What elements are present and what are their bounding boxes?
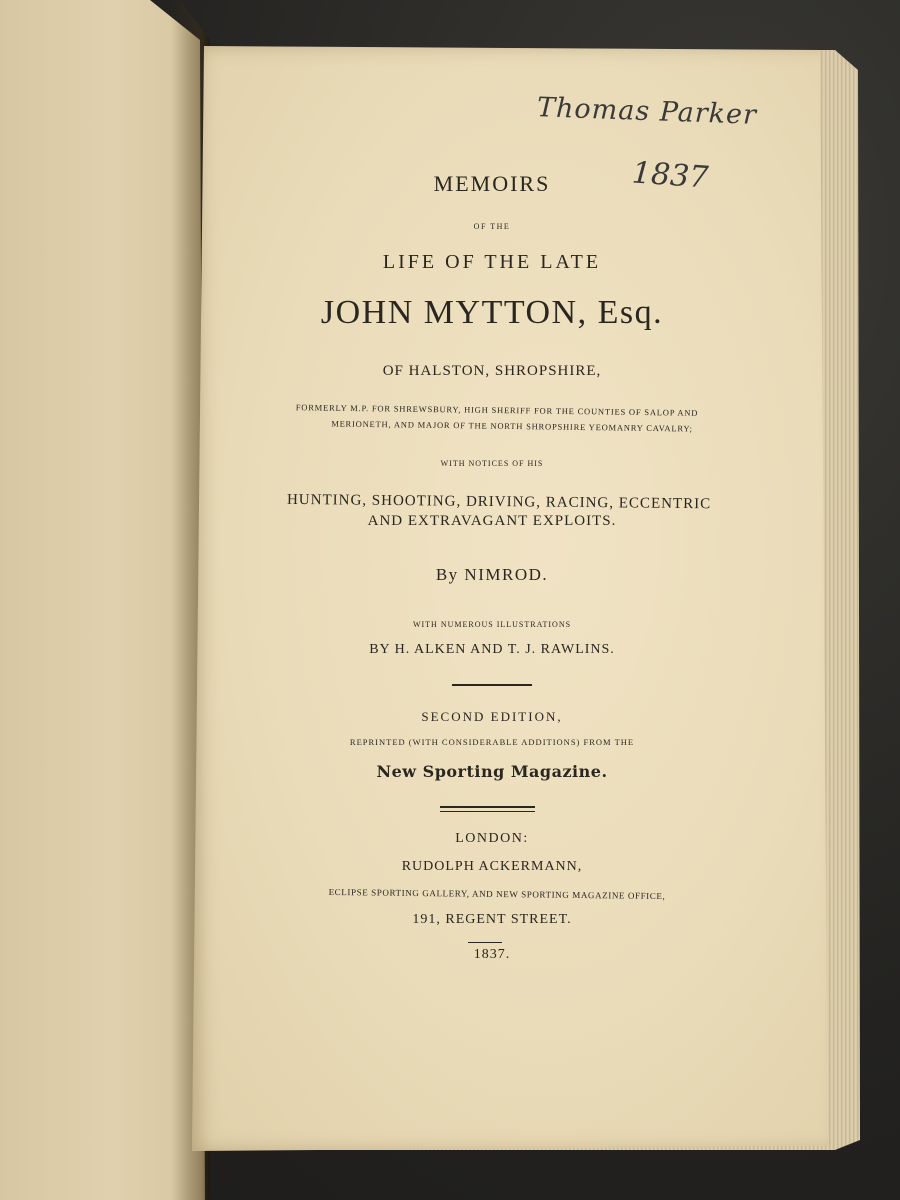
rule-divider-1: [452, 684, 532, 686]
exploits-line-2: AND EXTRAVAGANT EXPLOITS.: [367, 513, 617, 529]
rule-divider-3: [468, 942, 502, 943]
illustrations-note: WITH NUMEROUS ILLUSTRATIONS: [412, 620, 572, 629]
title-memoirs: MEMOIRS: [433, 171, 551, 196]
title-page-content: [192, 46, 832, 1151]
title-john-mytton: JOHN MYTTON, Esq.: [320, 294, 664, 331]
formerly-line-2: MERIONETH, AND MAJOR OF THE NORTH SHROPSHIRE YEOMANRY CAVALRY;: [331, 418, 693, 434]
signature-name: Thomas Parker: [536, 92, 758, 131]
address-line: 191, REGENT STREET.: [412, 912, 572, 927]
author-line: By NIMROD.: [435, 565, 549, 584]
rule-double-bottom: [440, 811, 535, 812]
edition-line: SECOND EDITION,: [421, 709, 563, 724]
of-halston-line: OF HALSTON, SHROPSHIRE,: [382, 363, 602, 379]
title-life-of-late: LIFE OF THE LATE: [382, 251, 602, 273]
of-the-line: OF THE: [473, 222, 511, 231]
year-line: 1837.: [473, 947, 511, 962]
signature-year: 1837: [630, 155, 710, 196]
illustrators-line: BY H. ALKEN AND T. J. RAWLINS.: [369, 642, 615, 657]
city-line: LONDON:: [455, 831, 529, 846]
formerly-line-1: FORMERLY M.P. FOR SHREWSBURY, HIGH SHERIFF FOR THE COUNTIES OF SALOP AND: [295, 402, 699, 418]
publisher-line: RUDOLPH ACKERMANN,: [401, 859, 583, 874]
magazine-name: New Sporting Magazine.: [376, 762, 608, 781]
exploits-line-1: HUNTING, SHOOTING, DRIVING, RACING, ECCENTRIC: [286, 491, 712, 513]
rule-double-top: [440, 806, 535, 808]
reprinted-line: REPRINTED (WITH CONSIDERABLE ADDITIONS) FROM THE: [349, 737, 635, 747]
gallery-line: ECLIPSE SPORTING GALLERY, AND NEW SPORTING MAGAZINE OFFICE,: [328, 886, 666, 902]
with-notices-line: WITH NOTICES OF HIS: [440, 459, 544, 468]
